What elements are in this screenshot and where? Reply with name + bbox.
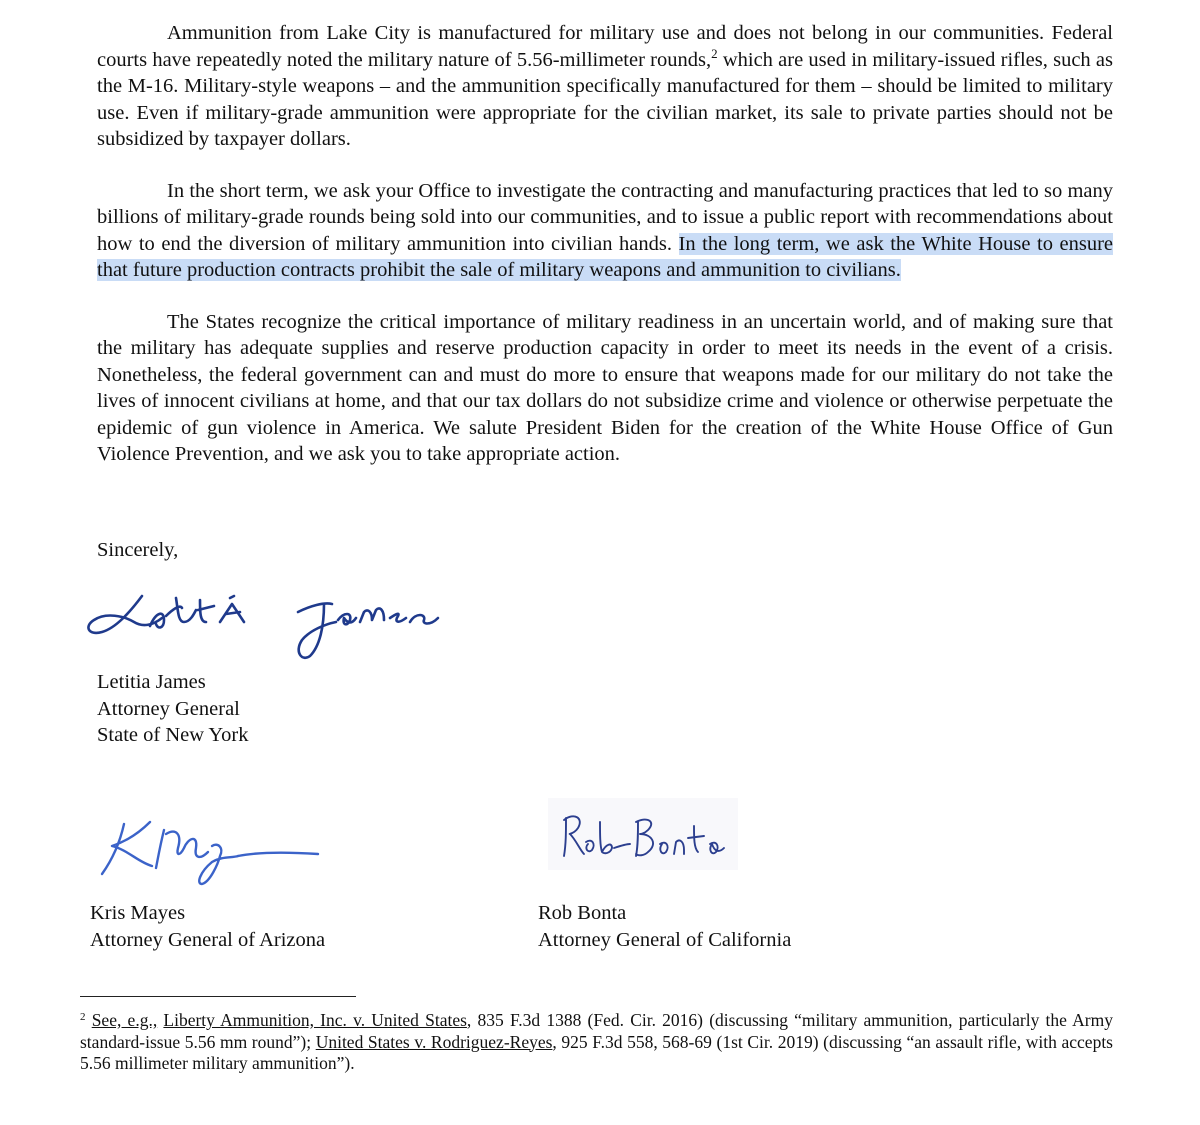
signer-title: Attorney General of California	[538, 928, 792, 951]
footnote-text-2: , 925 F.3d 558, 568-69 (1st Cir. 2019) (discussing “an assault rifle, with accepts 5.56 millimeter military ammunition”).	[80, 1031, 1113, 1073]
paragraph-1-text-b: which are used in military-issued rifles, such as the M-16. Military-style weapons – and the ammunition specifically manufactured for them – should be limited to military use. Even if military-grade ammunition were appropriate for the civilian market, its sale to private parties should not be subsidized by taxpayer dollars.	[97, 48, 1113, 150]
highlighted-selection[interactable]: In the long term, we ask the White House to ensure that future production contracts prohibit the sale of military weapons and ammunition to civilians.	[97, 232, 1113, 281]
signer-title: Attorney General of Arizona	[90, 928, 326, 951]
footnote-text-1: , 835 F.3d 1388 (Fed. Cir. 2016) (discussing “military ammunition, particularly the Army standard-issue 5.56 mm round”);	[80, 1010, 1113, 1052]
paragraph-2-text: In the short term, we ask your Office to investigate the contracting and manufacturing practices that led to so many billions of military-grade rounds being sold into our communities, and to issue a public report with recommendations about how to end the diversion of military ammunition into civilian hands.	[97, 179, 1113, 255]
signer-name: Letitia James	[97, 671, 206, 693]
signature-letitia-james	[80, 582, 450, 670]
paragraph-1-text-a: Ammunition from Lake City is manufactured for military use and does not belong in our communities. Federal courts have repeatedly noted the military nature of 5.56-millimeter rounds,	[97, 22, 1113, 71]
footnote-divider	[80, 996, 356, 997]
paragraph-1	[97, 20, 1113, 153]
closing-salutation: Sincerely,	[97, 539, 179, 561]
signature-rob-bonta	[548, 798, 738, 870]
footnote	[80, 1010, 1113, 1075]
paragraph-2	[97, 178, 1113, 284]
signature-kris-mayes	[88, 812, 328, 890]
signer-block-bonta	[538, 900, 791, 953]
case-citation-2: United States v. Rodriguez-Reyes	[315, 1031, 553, 1052]
footnote-number: 2	[80, 1011, 86, 1023]
signer-org: State of New York	[97, 724, 249, 746]
signer-name: Kris Mayes	[90, 902, 186, 924]
signer-name: Rob Bonta	[538, 902, 627, 924]
signer-title: Attorney General	[97, 697, 240, 720]
case-citation-1: Liberty Ammunition, Inc. v. United States	[163, 1010, 467, 1030]
letter-body	[97, 20, 1113, 493]
footnote-signal: See, e.g.,	[91, 1010, 158, 1030]
signer-block-mayes	[90, 900, 325, 953]
signer-block-james	[97, 669, 248, 749]
footnote-ref[interactable]: 2	[711, 45, 718, 61]
paragraph-3: The States recognize the critical importance of military readiness in an uncertain world, and of making sure that the military has adequate supplies and reserve production capacity in order to meet its needs in the event of a crisis. Nonetheless, the federal government can and must do more to ensure that weapons made for our military do not take the lives of innocent civilians at home, and that our tax dollars do not subsidize crime and violence or otherwise perpetuate the epidemic of gun violence in America. We salute President Biden for the creation of the White House Office of Gun Violence Prevention, and we ask you to take appropriate action.	[97, 310, 1113, 465]
